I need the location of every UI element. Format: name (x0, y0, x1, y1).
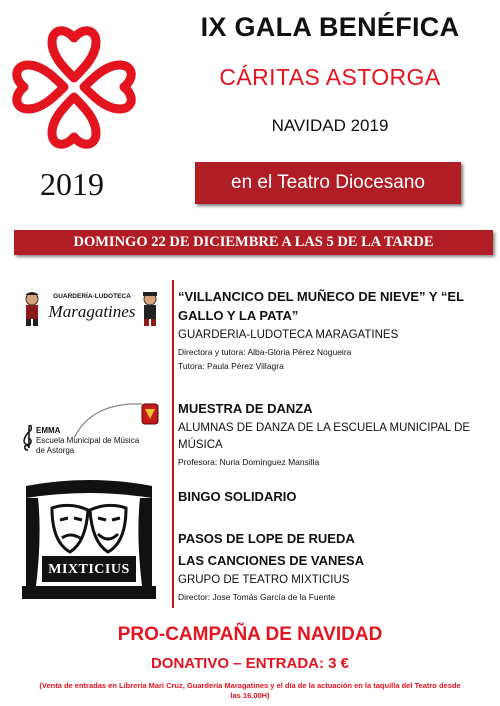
program-item-title: BINGO SOLIDARIO (178, 489, 297, 504)
guarderia-logo-line2: Maragatines (48, 302, 136, 321)
program-item-note: Directora y tutora: Alba-Gloria Pérez Nogueira (178, 347, 352, 357)
emma-logo-line2: Escuela Municipal de Música (36, 436, 140, 445)
year-label: 2019 (40, 166, 104, 202)
program-item (178, 399, 478, 469)
program-item-note: Profesora: Nuria Domínguez Mansilla (178, 457, 320, 467)
mixticius-logo (22, 476, 156, 599)
venue-banner: en el Teatro Diocesano (195, 162, 461, 204)
program-item-title: GALLO Y LA PATA” (178, 308, 299, 323)
program-item-group: GUARDERIA-LUDOTECA MARAGATINES (178, 329, 399, 341)
theatre-masks-icon (22, 476, 156, 599)
program-item (178, 287, 478, 373)
program-divider (172, 280, 174, 608)
donation-price: DONATIVO – ENTRADA: 3 € (150, 655, 350, 672)
emma-logo-line1: EMMA (36, 426, 61, 435)
event-subtitle: NAVIDAD 2019 (271, 116, 389, 135)
mixticius-logo-label: MIXTICIUS (48, 562, 130, 577)
date-banner: DOMINGO 22 DE DICIEMBRE A LAS 5 DE LA TARDE (14, 230, 493, 255)
ticket-sales-note: (Venta de entradas en Librería Mari Cruz, Guardería Maragatines y el día de la actuación en la taquilla del Teatro desde las 16.00H) (39, 681, 461, 700)
program-item-group: ALUMNAS DE DANZA DE LA ESCUELA MUNICIPAL DE (178, 422, 471, 434)
emma-logo-line3: de Astorga (36, 446, 75, 455)
program-item-title: “VILLANCICO DEL MUÑECO DE NIEVE” Y “EL (178, 289, 465, 304)
guarderia-logo-line1: GUARDERÍA-LUDOTECA (53, 293, 131, 300)
emma-logo (22, 400, 160, 456)
program-item-title: MUESTRA DE DANZA (178, 401, 313, 416)
program-item-note: Director: Jose Tomás García de la Fuente (178, 592, 336, 602)
program-item-note: Tutora: Paula Pérez Villagra (178, 361, 284, 371)
program-item (178, 487, 478, 506)
program-item-title: PASOS DE LOPE DE RUEDA (178, 531, 355, 546)
organization-name: CÁRITAS ASTORGA (219, 64, 441, 90)
guarderia-logo (22, 289, 160, 329)
page-title: IX GALA BENÉFICA (200, 12, 460, 42)
program-item-title: LAS CANCIONES DE VANESA (178, 553, 365, 568)
program-item (178, 529, 478, 604)
campaign-heading: PRO-CAMPAÑA DE NAVIDAD (117, 624, 383, 645)
treble-clef-icon (22, 422, 34, 452)
program-item-group: MÚSICA (178, 439, 223, 451)
program-item-group: GRUPO DE TEATRO MIXTICIUS (178, 574, 350, 586)
child-figure-icon (22, 291, 42, 327)
caritas-cross-logo-icon (6, 20, 142, 155)
child-figure-icon (140, 291, 160, 327)
